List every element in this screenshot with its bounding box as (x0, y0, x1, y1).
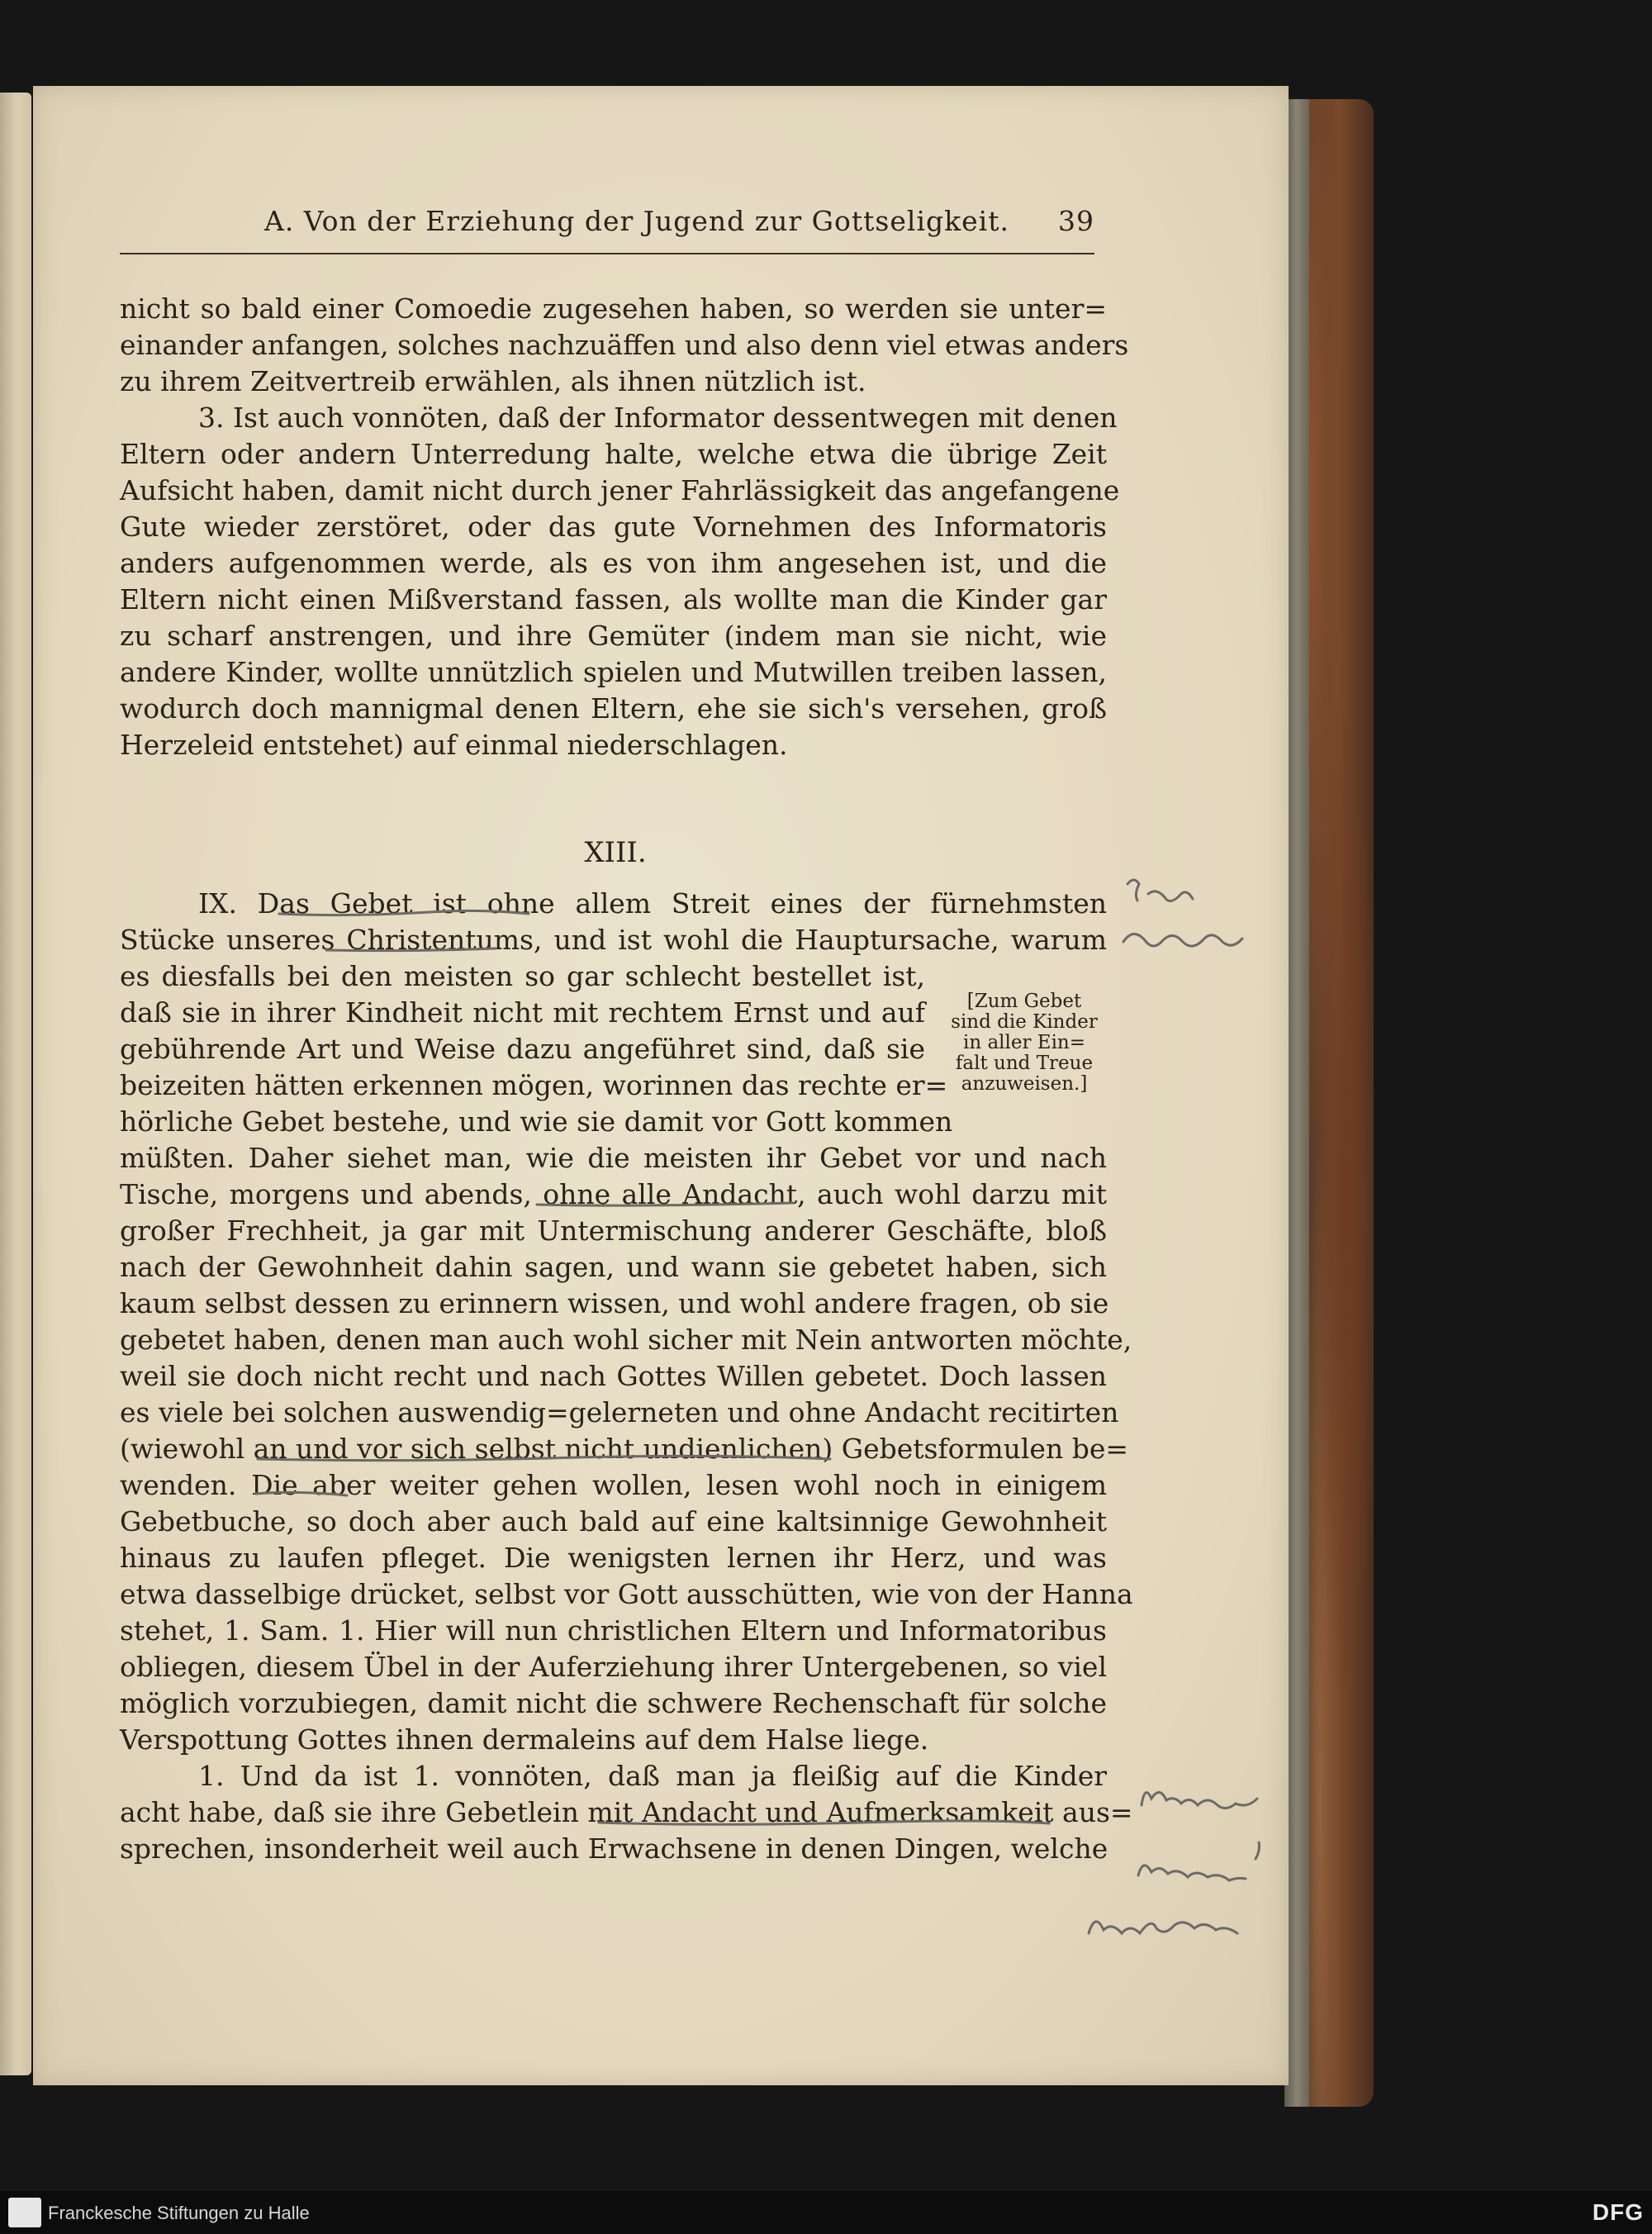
text-line: Verspottung Gottes ihnen dermaleins auf dem Halse liege. (120, 1723, 929, 1756)
text-line: gebetet haben, denen man auch wohl sicher mit Nein antworten möchte, (120, 1324, 1132, 1356)
text-line: daß sie in ihrer Kindheit nicht mit rechtem Ernst und auf (120, 996, 925, 1029)
text-line: beizeiten hätten erkennen mögen, worinnen das rechte er= (120, 1069, 948, 1101)
text-line: sprechen, insonderheit weil auch Erwachsene in denen Dingen, welche (120, 1832, 1108, 1865)
text-line: müßten. Daher siehet man, wie die meisten ihr Gebet vor und nach (120, 1142, 1107, 1174)
margin-sidenote (942, 991, 1107, 1095)
dfg-logo: DFG (1592, 2199, 1644, 2225)
running-title: A. Von der Erziehung der Jugend zur Gottseligkeit. (264, 205, 1009, 237)
text-line: zu ihrem Zeitvertreib erwählen, als ihnen nützlich ist. (120, 365, 866, 397)
text-line: nach der Gewohnheit dahin sagen, und wann sie gebetet haben, sich (120, 1251, 1107, 1283)
text-line: obliegen, diesem Übel in der Auferziehung ihrer Untergebenen, so viel (120, 1651, 1107, 1683)
page-number: 39 (1058, 205, 1094, 237)
text-line: anders aufgenommen werde, als es von ihm angesehen ist, und die (120, 547, 1107, 579)
text-line: gebührende Art und Weise dazu angeführet sind, daß sie (120, 1033, 925, 1065)
running-head (120, 205, 1094, 238)
text-line: Eltern oder andern Unterredung halte, welche etwa die übrige Zeit (120, 438, 1107, 470)
header-rule (120, 253, 1094, 254)
text-line: wodurch doch mannigmal denen Eltern, ehe sie sich's versehen, groß (120, 692, 1107, 725)
text-line: Stücke unseres Christentums, und ist wohl die Hauptursache, warum (120, 924, 1107, 956)
text-line: es viele bei solchen auswendig=gelerneten und ohne Andacht recitirten (120, 1396, 1119, 1428)
footer-bar (0, 2191, 1652, 2234)
text-line: Gebetbuche, so doch aber auch bald auf eine kaltsinnige Gewohnheit (120, 1505, 1107, 1538)
text-line: zu scharf anstrengen, und ihre Gemüter (indem man sie nicht, wie (120, 620, 1107, 652)
left-page-edge (0, 93, 31, 2075)
text-line: möglich vorzubiegen, damit nicht die schwere Rechenschaft für solche (120, 1687, 1107, 1719)
institution-name: Franckesche Stiftungen zu Halle (48, 2203, 310, 2223)
text-line: IX. Das Gebet ist ohne allem Streit eines der fürnehmsten (198, 887, 1107, 920)
institution-logo-icon (8, 2198, 41, 2227)
text-line: Eltern nicht einen Mißverstand fassen, als wollte man die Kinder gar (120, 583, 1107, 616)
text-line: wenden. Die aber weiter gehen wollen, lesen wohl noch in einigem (120, 1469, 1107, 1501)
text-line: acht habe, daß sie ihre Gebetlein mit Andacht und Aufmerksamkeit aus= (120, 1796, 1133, 1828)
text-line: es diesfalls bei den meisten so gar schlecht bestellet ist, (120, 960, 925, 992)
text-line: 3. Ist auch vonnöten, daß der Informator dessentwegen mit denen (198, 402, 1118, 434)
text-line: Gute wieder zerstöret, oder das gute Vornehmen des Informatoris (120, 511, 1107, 543)
text-line: großer Frechheit, ja gar mit Untermischung anderer Geschäfte, bloß (120, 1214, 1107, 1247)
text-line: einander anfangen, solches nachzuäffen und also denn viel etwas anders (120, 329, 1129, 361)
sidenote-line: falt und Treue (955, 1053, 1094, 1074)
sidenote-line: in aller Ein= (962, 1032, 1086, 1053)
text-line: kaum selbst dessen zu erinnern wissen, und wohl andere fragen, ob sie (120, 1287, 1109, 1319)
text-line: etwa dasselbige drücket, selbst vor Gott ausschütten, wie von der Hanna (120, 1578, 1133, 1610)
text-line: weil sie doch nicht recht und nach Gottes Willen gebetet. Doch lassen (120, 1360, 1107, 1392)
sidenote-line: [Zum Gebet (966, 991, 1082, 1012)
sidenote-line: anzuweisen.] (961, 1073, 1088, 1095)
text-line: andere Kinder, wollte unnützlich spielen und Mutwillen treiben lassen, (120, 656, 1107, 688)
text-line: stehet, 1. Sam. 1. Hier will nun christlichen Eltern und Informatoribus (120, 1614, 1107, 1647)
text-line: hinaus zu laufen pfleget. Die wenigsten lernen ihr Herz, und was (120, 1542, 1107, 1574)
text-line: Tische, morgens und abends, ohne alle Andacht, auch wohl darzu mit (120, 1178, 1107, 1210)
text-line: (wiewohl an und vor sich selbst nicht undienlichen) Gebetsformulen be= (120, 1433, 1128, 1465)
text-line: 1. Und da ist 1. vonnöten, daß man ja fleißig auf die Kinder (198, 1760, 1107, 1792)
text-line: Aufsicht haben, damit nicht durch jener Fahrlässigkeit das angefangene (120, 474, 1120, 506)
text-line: nicht so bald einer Comoedie zugesehen haben, so werden sie unter= (120, 292, 1107, 325)
text-line: Herzeleid entstehet) auf einmal niederschlagen. (120, 729, 788, 761)
text-line: hörliche Gebet bestehe, und wie sie damit vor Gott kommen (120, 1105, 953, 1138)
sidenote-line: sind die Kinder (951, 1011, 1098, 1033)
section-heading: XIII. (584, 836, 647, 869)
